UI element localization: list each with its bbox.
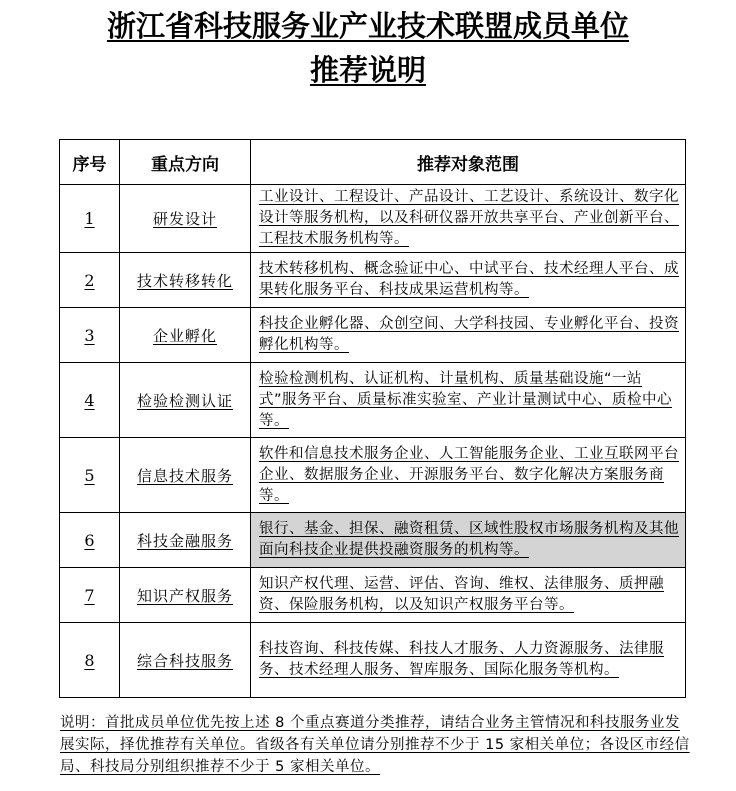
table-row: [60, 568, 686, 623]
row-number: 6: [60, 513, 120, 568]
row-scope: 科技企业孵化器、众创空间、大学科技园、专业孵化平台、投资孵化机构等。: [251, 308, 686, 363]
row-direction: 知识产权服务: [120, 568, 251, 623]
row-number: 5: [60, 438, 120, 513]
row-scope: 软件和信息技术服务企业、人工智能服务企业、工业互联网平台企业、数据服务企业、开源服务平台、数字化解决方案服务商等。: [251, 438, 686, 513]
table-row: [60, 363, 686, 438]
row-scope: 科技咨询、科技传媒、科技人才服务、人力资源服务、法律服务、技术经理人服务、智库服务、国际化服务等机构。: [251, 623, 686, 698]
row-number: 2: [60, 253, 120, 308]
row-number: 1: [60, 185, 120, 253]
table-row: [60, 308, 686, 363]
table-row: [60, 185, 686, 253]
row-number: 3: [60, 308, 120, 363]
row-scope: 检验检测机构、认证机构、计量机构、质量基础设施“一站式”服务平台、质量标准实验室、产业计量测试中心、质检中心等。: [251, 363, 686, 438]
document-title-line1: 浙江省科技服务业产业技术联盟成员单位: [106, 9, 629, 43]
row-scope: 银行、基金、担保、融资租赁、区域性股权市场服务机构及其他面向科技企业提供投融资服务的机构等。: [251, 513, 686, 568]
row-direction: 检验检测认证: [120, 363, 251, 438]
explanation-note: 说明：首批成员单位优先按上述 8 个重点赛道分类推荐，请结合业务主管情况和科技服务业发展实际，择优推荐有关单位。省级各有关单位请分别推荐不少于 15 家相关单位；各设区市经信局、科技局分别组织推荐不少于 5 家相关单位。: [60, 715, 690, 775]
document-title-line2: 推荐说明: [309, 53, 426, 87]
row-direction: 研发设计: [120, 185, 251, 253]
recommendation-table: [59, 139, 686, 698]
header-direction: 重点方向: [120, 140, 251, 185]
header-scope: 推荐对象范围: [251, 140, 686, 185]
row-direction: 科技金融服务: [120, 513, 251, 568]
table-row: [60, 513, 686, 568]
row-scope: 技术转移机构、概念验证中心、中试平台、技术经理人平台、成果转化服务平台、科技成果运营机构等。: [251, 253, 686, 308]
row-direction: 技术转移转化: [120, 253, 251, 308]
table-row: [60, 623, 686, 698]
row-scope: 工业设计、工程设计、产品设计、工艺设计、系统设计、数字化设计等服务机构，以及科研仪器开放共享平台、产业创新平台、工程技术服务机构等。: [251, 185, 686, 253]
table-header-row: [60, 140, 686, 185]
row-direction: 综合科技服务: [120, 623, 251, 698]
row-scope: 知识产权代理、运营、评估、咨询、维权、法律服务、质押融资、保险服务机构，以及知识产权服务平台等。: [251, 568, 686, 623]
row-direction: 信息技术服务: [120, 438, 251, 513]
table-row: [60, 253, 686, 308]
header-number: 序号: [60, 140, 120, 185]
row-direction: 企业孵化: [120, 308, 251, 363]
row-number: 7: [60, 568, 120, 623]
row-number: 8: [60, 623, 120, 698]
row-number: 4: [60, 363, 120, 438]
table-row: [60, 438, 686, 513]
